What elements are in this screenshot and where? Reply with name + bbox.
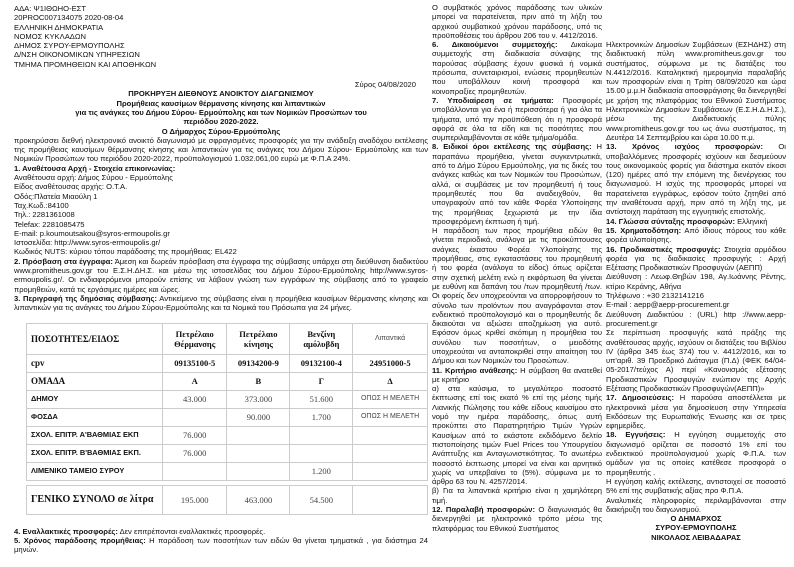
section-11-heading: 11. Κριτήριο ανάθεσης: [432,365,518,375]
section-1-heading: 1. Αναθέτουσα Αρχή - Στοιχεία επικοινωνίας: [14,163,176,173]
delivery-extension-paragraph: Ο συμβατικός χρόνος παράδοσης των υλικών μπορεί να παρατείνεται, πριν από τη λήξη του αρχικού συμβατικού χρόνου παράδοσης, υπό τις προϋποθέσεις του άρθρου 206 του ν. 4412/2016. [432,3,602,40]
section-7-heading: 7. Υποδιαίρεση σε τμήματα: [432,95,554,105]
contact-line: Τηλ.: 2281361008 [14,210,75,220]
header-line: ΕΛΛΗΝΙΚΗ ΔΗΜΟΚΡΑΤΙΑ [14,22,104,32]
aepp-url: Διεύθυνση Διαδικτύου : (URL) http ://www.aepp-procurement.gr [606,309,786,328]
more-info: Αναλυτικές πληροφορίες περιλαμβάνονται στην διακήρυξη του διαγωνισμού. [606,495,786,514]
table-cell: 76.000 [163,444,227,462]
table-cell: 09135100-5 [163,354,227,372]
table-header-cell: Πετρέλαιο Θέρμανσης [163,323,227,354]
signature-line: Ο ΔΗΜΑΡΧΟΣ [670,514,722,524]
table-cell: Γ [290,372,353,390]
row-label: ΣΧΟΛ. ΕΠΙΤΡ. Α'ΒΑΘΜΙΑΣ ΕΚΠ [27,426,163,444]
section-16-legal: Σε περίπτωση προσφυγής κατά πράξης της αναθέτουσας αρχής, ισχύουν οι διατάξεις του Βιβλίου IV (άρθρα 345 έως 374) του ν. 4412/2016, και το υπ'αριθ. 39 Προεδρικό Διάταγμα (Π.Δ) (ΦΕΚ 64/04-05-2017/τεύχος Α) περί «Κανονισμός εξέτασης Προδικαστικών Προσφυγών ενώπιον της Αρχής Εξέτασης Προδικαστικών Προσφυγών(ΑΕΠΠ)» [606,328,786,393]
table-cell [227,444,290,462]
section-11-text: Η σύμβαση θα ανατεθεί με κριτήριο [432,365,603,384]
section-2-heading: 2. Πρόσβαση στα έγγραφα: [14,256,113,266]
table-row [27,354,428,372]
table-cell [353,444,428,462]
table-cell [290,426,353,444]
section-13 [606,142,786,216]
table-cell [353,462,428,480]
document-title [14,89,428,135]
section-3-text: Αντικείμενο της σύμβασης είναι η προμήθεια καυσίμων θέρμανσης κίνησης και λιπαντικών για τις ανάγκες του Δήμου Σύρου-Ερμούπολης και τα Νομικά του Πρόσωπα για 24 μήνες. [14,293,428,313]
section-4-heading: 4. Εναλλακτικές προσφορές: [14,526,118,536]
section-6-text: Δικαίωμα συμμετοχής στη διαδικασία σύναψης της παρούσας σύμβασης έχουν φυσικά ή νομικά πρόσωπα, συνεταιρισμοί, ενώσεις προμηθευτών που υποβάλλουν κοινή προσφορά και κοινοπραξίες προμηθευτών. [432,40,602,96]
table-cell: 09134200-9 [227,354,290,372]
section-12-text: Ο διαγωνισμός θα διενεργηθεί με ηλεκτρονικό τρόπο μέσω της πλατφόρμας του Εθνικού Συστήματος [432,505,602,533]
section-16-heading: 16. Προδικαστικές προσφυγές: [606,244,721,254]
table-cell: 24951000-5 [353,354,428,372]
section-4-text: Δεν επιτρέπονται εναλλακτικές προσφορές. [117,526,266,536]
table-cell [163,462,227,480]
contact-line: Οδός:Πλατεία Μιαούλη 1 [14,191,98,201]
section-12-heading: 12. Παραλαβή προσφορών: [432,505,536,515]
table-cell: 373.000 [227,390,290,408]
row-label: ΦΟΣΔΑ [27,408,163,426]
header-line: ΔΗΜΟΣ ΣΥΡΟΥ-ΕΡΜΟΥΠΟΛΗΣ [14,41,125,51]
quantities-table [26,323,428,515]
title-line: για τις ανάγκες του Δήμου Σύρου- Ερμούπολης και των Νομικών Προσώπων του [75,107,367,117]
table-cell: 51.600 [290,390,353,408]
right-column [606,40,786,542]
table-cell: 1.200 [290,462,353,480]
row-label: ΛΙΜΕΝΙΚΟ ΤΑΜΕΙΟ ΣΥΡΟΥ [27,462,163,480]
header-line: Δ/ΝΣΗ ΟΙΚΟΝΟΜΙΚΩΝ ΥΠΗΡΕΣΙΩΝ [14,50,140,60]
table-cell [227,426,290,444]
section-2-text: Άμεση και δωρεάν πρόσβαση στα έγγραφα της σύμβασης υπάρχει στη διεύθυνση διαδικτύου www.promitheus.gov.gr του Ε.Σ.Η.ΔΗ.Σ. και μέσω της ιστοσελίδας του Δήμου Σύρου-Ερμούπολης http://www.syros-ermoupolis.gr/. Οι ενδιαφερόμενοι μπορούν επίσης να λάβουν γνώση των εγγράφων της σύμβασης από το γραφείο προμηθειών, κατά τις εργάσιμες ημέρες και ώρες. [14,256,428,294]
section-11-lubricants-criterion: β) Για τα λιπαντικά κριτήριο είναι η χαμηλότερη τιμή. [432,486,602,505]
table-header-cell: Λιπαντικά [353,323,428,354]
section-7 [432,96,602,142]
table-row [27,444,428,462]
section-6-heading: 6. Δικαιούμενοι συμμετοχής: [432,40,558,50]
table-row [27,462,428,480]
section-14-text: Ελληνική [735,216,768,226]
section-13-heading: 13. Χρόνος ισχύος προσφορών: [606,142,763,152]
header-line: ΝΟΜΟΣ ΚΥΚΛΑΔΩΝ [14,31,86,41]
table-cell [353,426,428,444]
performance-guarantee: Η εγγύηση καλής εκτέλεσης, αντιστοιχεί σε ποσοστό 5% επί της συμβατικής αξίας προ Φ.Π.Α. [606,476,786,496]
table-row [27,372,428,390]
signature-block [606,514,786,542]
aepp-email: E-mail : aepp@aepp-procurement.gr [606,300,730,310]
section-11-fuel-criterion: α) στα καύσιμα, το μεγαλύτερο ποσοστό έκπτωσης επί τοις εκατό % επί της μέσης τιμής Λιανικής Πώλησης του κάθε είδους καυσίμου στο νομό την ημέρα παράδοσης, όπως αυτή προκύπτει στο Παρατηρητήριο Τιμών Υγρών Καυσίμων από το εκάστοτε εκδιδόμενο δελτίο πιστοποίησης τιμών Fuel Prices του Υπουργείου Ανάπτυξης και Ανταγωνιστικότητας. Το ανωτέρω ποσοστό έκπτωσης μπορεί να είναι και αρνητικό χωρίς να υπερβαίνει το (5%). σύμφωνα με το άρθρο 63 του Ν. 4257/2014. [432,384,602,487]
title-line: περιόδου 2020-2022. [183,117,259,127]
table-cell: Α [163,372,227,390]
total-cell: 54.500 [290,485,353,514]
contact-line: Αναθέτουσα αρχή: Δήμος Σύρου - Ερμούπολης [14,173,173,183]
contact-line: Είδος αναθέτουσας αρχής: Ο.Τ.Α. [14,182,128,192]
section-18-text: Η εγγύηση συμμετοχής στο διαγωνισμό ορίζεται σε ποσοστό 1% επί του ενδεικτικού προϋπολογισμού χωρίς Φ.Π.Α. των ομάδων για τις οποίες κατέθεσε προσφορά ο προμηθευτής . [606,430,787,477]
section-8-delivery: Η παράδοση των προς προμήθεια ειδών θα γίνεται περιοδικά, ανάλογα με τις προκύπτουσες ανάγκες έκαστου Φορέα Υλοποίησης της προμήθειας, στις εγκαταστάσεις του προμηθευτή ή του φορέα (ανάλογα το είδος) όπως ορίζεται στην σχετική μελέτη ενώ η εκφόρτωση θα γίνεται με ευθύνη και δαπάνη του /των προμηθευτή /των. Οι φορείς δεν υποχρεούνται να απορροφήσουν το σύνολο των προϊόντων που αναγράφονται στον ενδεικτικό προϋπολογισμό και ο προμηθευτής δε δικαιούται να αξιώσει αποζημίωση για αυτό. Εφόσον όμως κριθεί σκόπιμη η προμήθεια του συνόλου των ποσοτήτων, ο μειοδότης υποχρεούται να ανταποκριθεί στην απαίτηση του Δήμου και των Νομικών του Προσώπων. [432,226,602,366]
table-row [27,426,428,444]
contact-line: Κωδικός NUTS: κύριου τόπου παράδοσης της προμήθειας: EL422 [14,247,237,257]
section-4 [14,527,428,536]
contact-website: Ιστοσελίδα: http://www.syros-ermoupolis.gr/ [14,238,161,248]
section-5 [14,536,428,555]
table-cell [290,444,353,462]
row-label: ΟΜΑΔΑ [27,372,163,390]
section-7-text: Προσφορές υποβάλλονται για ένα ή περισσότερα ή για όλα τα τμήματα, υπό την προϋπόθεση ότι η προσφορά αφορά σε όλα τα είδη και τις ποσότητες που συμπεριλαμβάνονται σε κάθε τμήμα/ομάδα. [432,95,602,143]
total-cell [353,485,428,514]
section-17 [606,393,786,430]
section-17-text: Η παρούσα αποστέλλεται με ηλεκτρονικά μέσα για δημοσίευση στην Υπηρεσία Εκδόσεων της Ευρωπαϊκής Ένωσης και σε τρεις εφημερίδες. [606,393,787,431]
section-3 [14,294,428,313]
row-label: ΔΗΜΟΥ [27,390,163,408]
header-line: ΤΜΗΜΑ ΠΡΟΜΗΘΕΙΩΝ ΚΑΙ ΑΠΟΘΗΚΩΝ [14,59,157,69]
signature-line: ΣΥΡΟΥ-ΕΡΜΟΥΠΟΛΗΣ [655,523,737,533]
title-line: ΠΡΟΚΗΡΥΞΗ ΔΙΕΘΝΟΥΣ ΑΝΟΙΚΤΟΥ ΔΙΑΓΩΝΙΣΜΟΥ [128,89,314,99]
section-11 [432,366,602,385]
total-cell: 195.000 [163,485,227,514]
header-line: ΑΔΑ: Ψ1ΙΘΩΗΟ-ΕΣΤ [14,4,86,13]
table-row [27,408,428,426]
table-cell [163,408,227,426]
table-cell: Δ [353,372,428,390]
title-line: Προμήθειας καυσίμων θέρμανσης κίνησης και λιπαντικών [116,98,326,108]
section-16 [606,245,786,273]
row-label: cpv [27,354,163,372]
section-6 [432,40,602,96]
section-8-heading: 8. Ειδικοί όροι εκτέλεσης της σύμβασης: [432,142,592,152]
aepp-address: Διεύθυνση : Λεωφ.Θηβών 198, Αγ.Ιωάννης Ρέντης, κτίριο Κεράνης, Αθήνα [606,272,786,291]
section-18-heading: 18. Εγγυήσεις: [606,430,666,440]
table-cell: ΟΠΩΣ Η ΜΕΛΕΤΗ [353,408,428,426]
table-cell [227,462,290,480]
signature-line: ΝΙΚΟΛΑΟΣ ΛΕΙΒΑΔΑΡΑΣ [651,532,741,542]
table-cell: ΟΠΩΣ Η ΜΕΛΕΤΗ [353,390,428,408]
document-date: Σύρος 04/08/2020 [354,80,416,90]
aepp-phone: Τηλέφωνο : +30 2132141216 [606,291,704,301]
table-cell: Β [227,372,290,390]
submission-paragraph: Ηλεκτρονικών Δημοσίων Συμβάσεων (ΕΣΗΔΗΣ) στη διαδικτυακή πύλη www.promitheus.gov.gr του συστήματος, σύμφωνα με τις διατάξεις του Ν.4412/2016. Καταληκτική ημερομηνία παραλαβής των προσφορών είναι η Τρίτη 08/09/2020 και ώρα 15.00 μ.μ.Η διαδικασία αποσφράγισης θα διενεργηθεί με χρήση της πλατφόρμας του Εθνικού Συστήματος Ηλεκτρονικών Δημοσίων Συμβάσεων (Ε.Σ.Η.Δ.Η.Σ.), μέσω της Διαδικτυακής πύλης www.promitheus.gov.gr του ως άνω συστήματος, τη Δευτέρα 14 Σεπτεμβρίου και ώρα 10.00 π.μ. [606,40,786,142]
table-cell: 1.700 [290,408,353,426]
total-label: ΓΕΝΙΚΟ ΣΥΝΟΛΟ σε λίτρα [27,485,163,514]
section-12 [432,505,602,533]
section-14-heading: 14. Γλώσσα σύνταξης προσφορών: [606,216,735,226]
section-18 [606,430,786,476]
section-14 [606,217,786,226]
title-line: Ο Δήμαρχος Σύρου-Ερμούπολης [161,126,281,136]
section-2 [14,257,428,294]
intro-paragraph: προκηρύσσει διεθνή ηλεκτρονικό ανοικτό διαγωνισμό με σφραγισμένες προσφορές για την ανάδειξη αναδόχου εκτέλεσης της προμήθειας καυσίμων θέρμανσης κίνησης και λιπαντικών για τις ανάγκες του Δήμου Σύρου- Ερμούπολης και των Νομικών Προσώπων του περιόδου 2020-2022, προϋπολογισμού 1.032.061,00 ευρώ με Φ.Π.Α 24%. [14,135,428,164]
section-3-heading: 3. Περιγραφή της δημόσιας σύμβασης: [14,293,158,303]
contact-line: Telefax: 2281085475 [14,219,85,229]
section-16-text: Στοιχεία αρμόδιου φορέα για τις διαδικασίες προσφυγής : Αρχή Εξέτασης Προδικαστικών Προσφυγών (ΑΕΠΠ) [606,244,786,273]
table-cell: 09132100-4 [290,354,353,372]
header-line: 20PROC007134075 2020-08-04 [14,13,124,23]
table-cell: 76.000 [163,426,227,444]
table-cell: 90.000 [227,408,290,426]
middle-column [432,3,602,533]
section-8 [432,142,602,226]
section-15-heading: 15. Χρηματοδότηση: [606,225,682,235]
left-column [14,0,428,554]
table-header-row [27,323,428,354]
table-header-cell: Πετρέλαιο κίνησης [227,323,290,354]
section-15 [606,226,786,245]
issuer-header [14,4,428,69]
table-header-cell: Βενζίνη αμόλυβδη [290,323,353,354]
table-cell: 43.000 [163,390,227,408]
row-label: ΣΧΟΛ. ΕΠΙΤΡ. Β'ΒΑΘΜΙΑΣ ΕΚΠ. [27,444,163,462]
section-5-heading: 5. Χρόνος παράδοσης προμήθειας: [14,535,146,545]
table-total-row [27,485,428,514]
section-17-heading: 17. Δημοσιεύσεις: [606,393,675,403]
section-8-text: Η παραπάνω προμήθεια, γίνεται συγκεντρωτικά, από το Δήμο Σύρου Ερμούπολης, για τις δικές του ανάγκες καθώς και των Νομικών του Προσώπων, αλλά, οι συμβάσεις με τον προμηθευτή ή τους προμηθευτές που θα αναδειχθούν, θα υπογραφούν από τον κάθε Φορέα Υλοποίησης της προμήθειας ξεχωριστά με την ίδια προσφερόμενη έκπτωση ή τιμή. [432,142,603,226]
contact-line: Ταχ.Κωδ.:84100 [14,200,69,210]
table-header-cell: ΠΟΣΟΤΗΤΕΣ/ΕΙΔΟΣ [27,323,163,354]
section-5-text: Η παράδοση των ποσοτήτων των ειδών θα γίνεται τμηματικά , για διάστημα 24 μηνών. [14,535,428,555]
contact-email: E-mail: p.koumoutsakou@syros-ermoupolis.gr [14,228,170,238]
section-13-text: Οι υποβαλλόμενες προσφορές ισχύουν και δεσμεύουν τους οικονομικούς φορείς για διάστημα εκατόν είκοσι (120) ημέρες από την επόμενη της διενέργειας του διαγωνισμού. Η ισχύς της προσφοράς μπορεί να παρατείνεται εγγράφως, εφόσον τούτο ζητηθεί από την αναθέτουσα αρχή, πριν από τη λήξη της, με αντίστοιχη παράταση της εγγυητικής επιστολής. [606,142,786,217]
table-row [27,390,428,408]
section-15-text: Από ίδιους πόρους του κάθε φορέα υλοποίησης. [606,225,786,245]
total-cell: 463.000 [227,485,290,514]
